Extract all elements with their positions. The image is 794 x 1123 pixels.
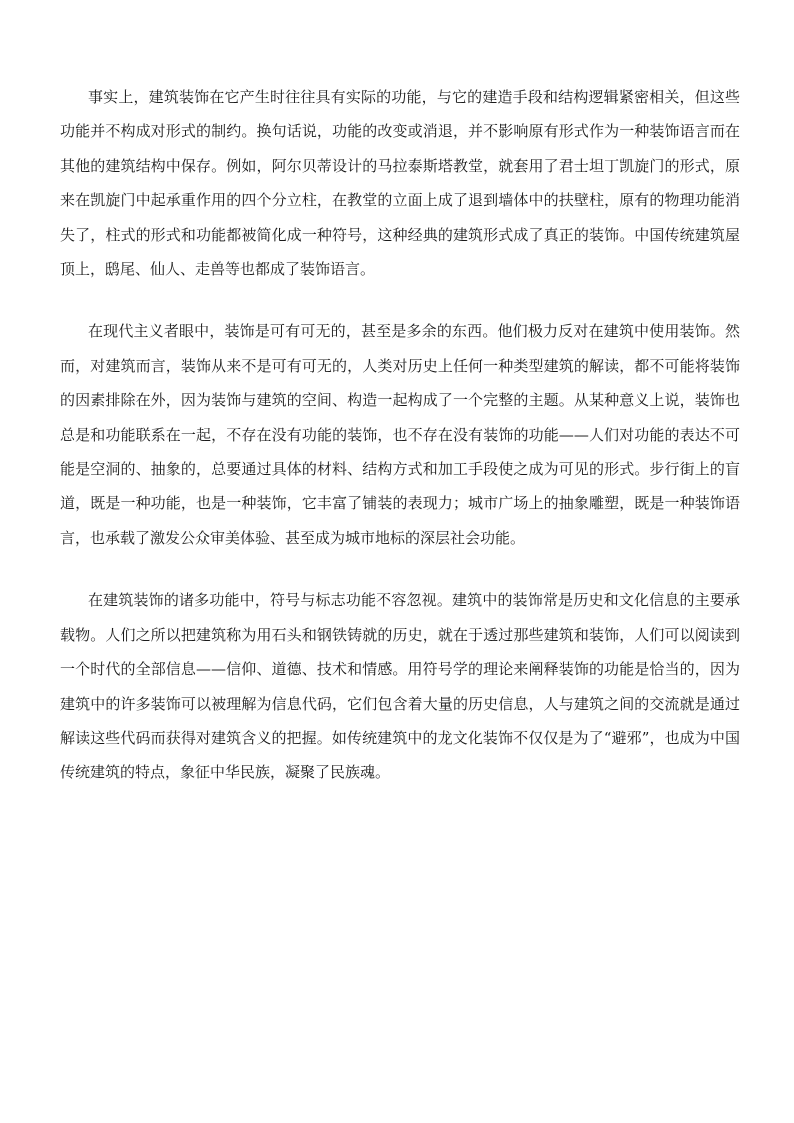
- document-body: [60, 80, 740, 790]
- paragraph-2: 在现代主义者眼中，装饰是可有可无的，甚至是多余的东西。他们极力反对在建筑中使用装饰。然而，对建筑而言，装饰从来不是可有可无的，人类对历史上任何一种类型建筑的解读，都不可能将装饰的因素排除在外，因为装饰与建筑的空间、构造一起构成了一个完整的主题。从某种意义上说，装饰也总是和功能联系在一起，不存在没有功能的装饰，也不存在没有装饰的功能——人们对功能的表达不可能是空洞的、抽象的，总要通过具体的材料、结构方式和加工手段使之成为可见的形式。步行街上的盲道，既是一种功能，也是一种装饰，它丰富了铺装的表现力；城市广场上的抽象雕塑，既是一种装饰语言，也承载了激发公众审美体验、甚至成为城市地标的深层社会功能。: [60, 322, 740, 547]
- paragraph-1: 事实上，建筑装饰在它产生时往往具有实际的功能，与它的建造手段和结构逻辑紧密相关，但这些功能并不构成对形式的制约。换句话说，功能的改变或消退，并不影响原有形式作为一种装饰语言而在其他的建筑结构中保存。例如，阿尔贝蒂设计的马拉泰斯塔教堂，就套用了君士坦丁凯旋门的形式，原来在凯旋门中起承重作用的四个分立柱，在教堂的立面上成了退到墙体中的扶壁柱，原有的物理功能消失了，柱式的形式和功能都被简化成一种符号，这种经典的建筑形式成了真正的装饰。中国传统建筑屋顶上，鸱尾、仙人、走兽等也都成了装饰语言。: [60, 88, 740, 279]
- paragraph-3: 在建筑装饰的诸多功能中，符号与标志功能不容忽视。建筑中的装饰常是历史和文化信息的主要承载物。人们之所以把建筑称为用石头和钢铁铸就的历史，就在于透过那些建筑和装饰，人们可以阅读到一个时代的全部信息——信仰、道德、技术和情感。用符号学的理论来阐释装饰的功能是恰当的，因为建筑中的许多装饰可以被理解为信息代码，它们包含着大量的历史信息，人与建筑之间的交流就是通过解读这些代码而获得对建筑含义的把握。如传统建筑中的龙文化装饰不仅仅是为了“避邪”，也成为中国传统建筑的特点，象征中华民族，凝聚了民族魂。: [60, 591, 740, 782]
